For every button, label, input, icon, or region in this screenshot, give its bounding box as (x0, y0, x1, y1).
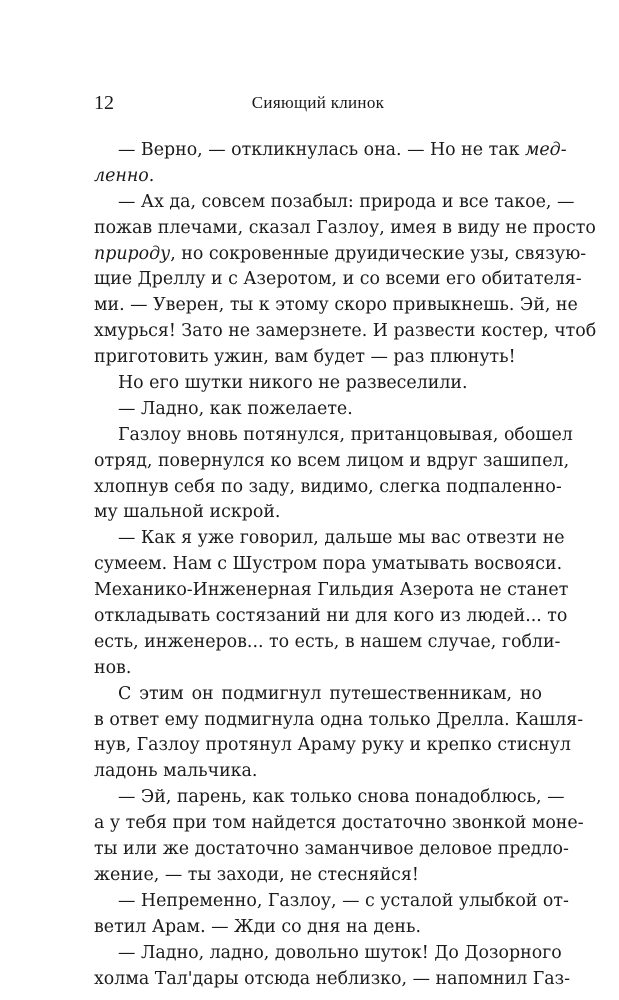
text-line (94, 682, 542, 708)
text-run: — Эй, парень, как только снова понадоблюсь, — (118, 787, 565, 808)
text-run-after: . (148, 165, 155, 186)
text-line (94, 449, 570, 475)
text-line (94, 630, 561, 656)
text-run: нув, Газлоу протянул Араму руку и крепко стиснул (94, 735, 571, 756)
text-run: есть, инженеров... то есть, в нашем случае, гобли- (94, 631, 561, 652)
text-line (94, 190, 575, 216)
text-run: Но его шутки никого не развеселили. (118, 373, 468, 394)
text-run: ты или же достаточно заманчивое деловое предло- (94, 839, 569, 860)
text-run: Механико-Инженерная Гильдия Азерота не станет (94, 580, 569, 601)
text-line (94, 863, 542, 889)
text-run-after: , но сокровенные друидические узы, связую- (170, 243, 587, 264)
text-run: хлопнув себя по заду, видимо, слегка подпаленно- (94, 476, 562, 497)
text-run: — Ладно, как пожелаете. (118, 398, 353, 419)
text-run: — Ладно, ладно, довольно шуток! До Дозорного (118, 942, 562, 963)
text-line (94, 604, 568, 630)
text-line (94, 578, 569, 604)
text-run: щие Дреллу и с Азеротом, и со всеми его обитателя- (94, 269, 582, 290)
italic-run: природу (94, 243, 171, 264)
text-line (94, 319, 597, 345)
text-run: откладывать состязаний ни для кого из людей... то (94, 606, 568, 627)
page-number: 12 (94, 92, 114, 114)
text-run: приготовить ужин, вам будет — раз плюнуть! (94, 347, 516, 368)
text-line (94, 915, 542, 941)
text-line (94, 371, 542, 397)
text-line (94, 552, 563, 578)
text-run: хмурься! Зато не замерзнете. И развести костер, чтоб (94, 321, 597, 342)
text-line (94, 967, 571, 993)
running-head (94, 90, 542, 116)
text-line (94, 889, 569, 915)
book-title: Сияющий клинок (251, 93, 385, 112)
text-run: — Ах да, совсем позабыл: природа и все такое, — (118, 191, 575, 212)
text-line (94, 293, 578, 319)
text-line (94, 941, 562, 967)
text-line (94, 397, 542, 423)
text-line (94, 242, 587, 268)
text-run: — Непременно, Газлоу, — с усталой улыбкой от- (118, 890, 569, 911)
text-line (94, 164, 542, 190)
text-line (94, 708, 584, 734)
text-line (94, 500, 542, 526)
text-line (94, 345, 542, 371)
text-run: холма Тал'дары отсюда неблизко, — напомнил Газ- (94, 968, 571, 989)
text-line (94, 216, 596, 242)
text-line (94, 526, 565, 552)
text-line (94, 811, 584, 837)
text-line (94, 837, 569, 863)
text-run: сумеем. Нам с Шустром пора уматывать восвояси. (94, 554, 563, 575)
body-text (94, 138, 597, 992)
text-run: — Как я уже говорил, дальше мы вас отвезти не (118, 528, 565, 549)
text-run: Газлоу вновь потянулся, пританцовывая, обошел (118, 424, 573, 445)
text-run: С этим он подмигнул путешественникам, но (118, 683, 542, 704)
text-run: ветил Арам. — Жди со дня на день. (94, 916, 422, 937)
text-line (94, 759, 542, 785)
text-run: ладонь мальчика. (94, 761, 258, 782)
text-line (94, 475, 562, 501)
text-run: а у тебя при том найдется достаточно звонкой моне- (94, 813, 584, 834)
italic-run: ленно (94, 165, 149, 186)
text-run: пожав плечами, сказал Газлоу, имея в виду не просто (94, 217, 596, 238)
text-run: отряд, повернулся ко всем лицом и вдруг зашипел, (94, 450, 570, 471)
text-line (94, 733, 571, 759)
text-line (94, 656, 542, 682)
text-line (94, 785, 565, 811)
italic-run: мед- (524, 140, 567, 160)
text-run: в ответ ему подмигнула одна только Дрелла. Кашля- (94, 709, 584, 730)
text-run: — Верно, — откликнулась она. — Но не так (118, 140, 525, 160)
text-run: жение, — ты заходи, не стесняйся! (94, 864, 419, 885)
text-run: ми. — Уверен, ты к этому скоро привыкнешь. Эй, не (94, 295, 578, 316)
text-run: нов. (94, 657, 132, 678)
text-line (94, 138, 567, 164)
text-line (94, 267, 582, 293)
text-run: му шальной искрой. (94, 502, 281, 523)
text-line (94, 423, 573, 449)
